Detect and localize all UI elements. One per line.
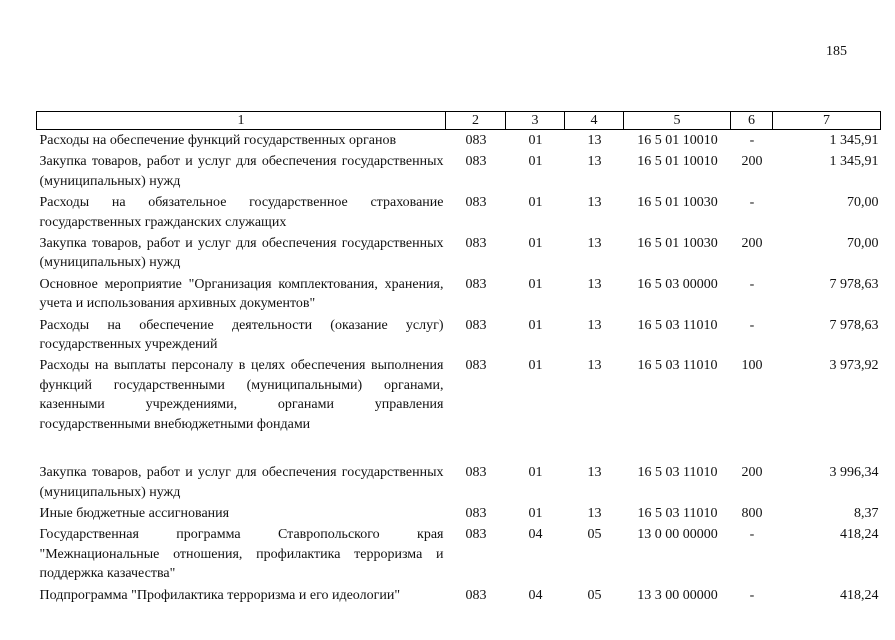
column-header: 6 [731,112,773,130]
section-code: 01 [528,195,543,211]
expense-name: Расходы на обеспечение деятельности (оказание услуг) государственных учреждений [39,317,444,353]
subsection-code: 05 [587,527,602,543]
amount: 8,37 [854,505,879,521]
table-row [37,355,881,462]
section-code: 01 [528,154,543,170]
section-code: 01 [528,505,543,521]
subsection-code: 13 [587,358,602,374]
expense-type-code: 100 [741,358,763,374]
subsection-code: 13 [587,317,602,333]
section-code: 04 [528,587,543,603]
expense-name: Основное мероприятие "Организация комплектования, хранения, учета и использования архивных документов" [39,276,444,312]
expense-type-code: 200 [741,236,763,252]
section-code: 01 [528,358,543,374]
ministry-code: 083 [465,236,487,252]
subsection-code: 13 [587,133,602,148]
ministry-code: 083 [465,154,487,170]
expense-name: Закупка товаров, работ и услуг для обеспечения государственных (муниципальных) нужд [39,465,444,500]
expense-name: Иные бюджетные ассигнования [39,505,230,521]
target-article-code: 16 5 03 11010 [637,358,718,374]
section-code: 01 [528,276,543,292]
column-header: 4 [565,112,624,130]
column-header: 5 [624,112,731,130]
amount: 418,24 [840,587,879,603]
subsection-code: 13 [587,195,602,211]
page-number: 185 [826,44,847,59]
expense-type-code: 800 [741,505,763,521]
amount: 70,00 [847,236,879,252]
expense-name: Расходы на выплаты персоналу в целях обеспечения выполнения функций государственными (муниципальными) органами, казенными учреждениями, органами управления государственными внебюджетными фондами [39,358,444,432]
section-code: 01 [528,317,543,333]
ministry-code: 083 [465,276,487,292]
expense-name: Закупка товаров, работ и услуг для обеспечения государственных (муниципальных) нужд [39,154,444,189]
ministry-code: 083 [465,465,487,481]
section-code: 04 [528,527,543,543]
target-article-code: 13 3 00 00000 [637,587,718,603]
ministry-code: 083 [465,358,487,374]
target-article-code: 16 5 01 10030 [637,195,718,211]
amount: 1 345,91 [829,154,879,170]
target-article-code: 16 5 01 10010 [637,154,718,170]
table-row [37,274,881,315]
expense-name: Расходы на обязательное государственное страхование государственных гражданских служащих [39,195,444,230]
column-header: 1 [37,112,446,130]
column-header: 3 [506,112,565,130]
amount: 3 996,34 [829,465,879,481]
expense-name: Подпрограмма "Профилактика терроризма и его идеологии" [39,587,401,603]
amount: 70,00 [847,195,879,211]
subsection-code: 13 [587,236,602,252]
table-header [37,112,881,130]
table-row [37,585,881,606]
amount: 7 978,63 [829,317,879,333]
subsection-code: 13 [587,505,602,521]
ministry-code: 083 [465,527,487,543]
ministry-code: 083 [465,587,487,603]
budget-table [36,111,881,606]
expense-type-code: - [749,133,755,148]
amount: 1 345,91 [829,133,879,148]
expense-type-code: 200 [741,465,763,481]
expense-type-code: - [749,276,755,292]
expense-type-code: 200 [741,154,763,170]
subsection-code: 13 [587,465,602,481]
subsection-code: 13 [587,276,602,292]
amount: 3 973,92 [829,358,879,374]
target-article-code: 16 5 01 10010 [637,133,718,148]
target-article-code: 16 5 03 11010 [637,465,718,481]
expense-type-code: - [749,317,755,333]
ministry-code: 083 [465,505,487,521]
expense-type-code: - [749,527,755,543]
table-row [37,524,881,584]
expense-name: Закупка товаров, работ и услуг для обеспечения государственных (муниципальных) нужд [39,236,444,271]
target-article-code: 16 5 03 00000 [637,276,718,292]
section-code: 01 [528,133,543,148]
column-header: 2 [446,112,506,130]
target-article-code: 13 0 00 00000 [637,527,718,543]
ministry-code: 083 [465,195,487,211]
table-row [37,192,881,233]
amount: 7 978,63 [829,276,879,292]
ministry-code: 083 [465,317,487,333]
amount: 418,24 [840,527,879,543]
expense-type-code: - [749,195,755,211]
subsection-code: 13 [587,154,602,170]
table-row [37,462,881,503]
table-row [37,233,881,274]
section-code: 01 [528,465,543,481]
expense-type-code: - [749,587,755,603]
table-row [37,130,881,152]
column-header: 7 [773,112,881,130]
target-article-code: 16 5 03 11010 [637,317,718,333]
subsection-code: 05 [587,587,602,603]
target-article-code: 16 5 03 11010 [637,505,718,521]
section-code: 01 [528,236,543,252]
table-row [37,503,881,524]
table-row [37,315,881,356]
expense-name: Расходы на обеспечение функций государственных органов [39,133,397,148]
target-article-code: 16 5 01 10030 [637,236,718,252]
table-row [37,151,881,192]
ministry-code: 083 [465,133,487,148]
expense-name: Государственная программа Ставропольского края "Межнациональные отношения, профилактика терроризма и поддержка казачества" [39,527,444,582]
